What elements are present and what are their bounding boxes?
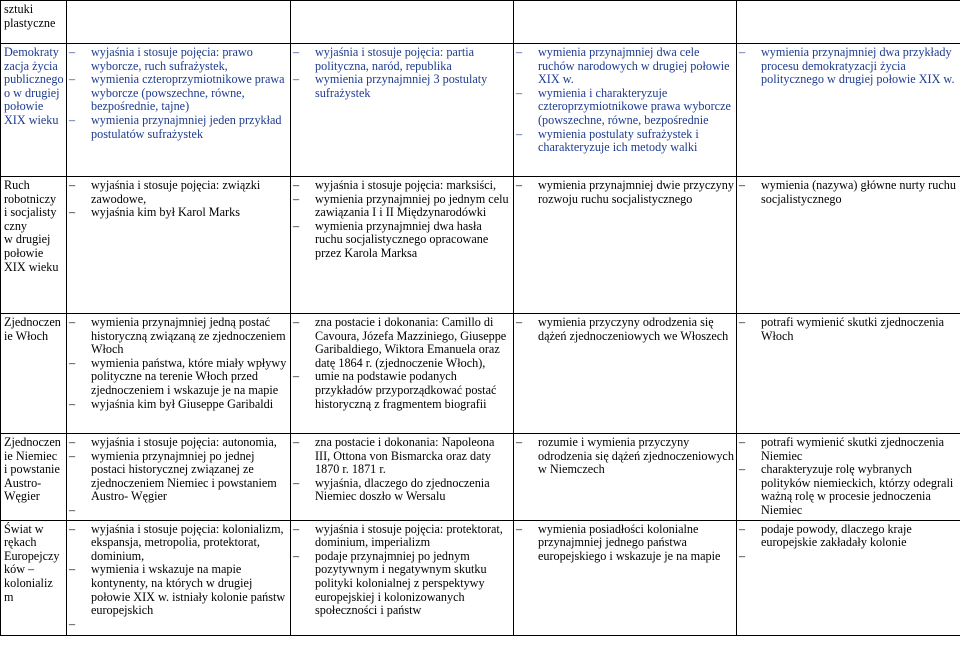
requirement-cell [291,434,514,521]
requirement-item [739,179,958,206]
topic-cell: Zjednoczen ie Niemiec i powstanie Austro- Węgier [1,434,67,521]
table-row [1,520,960,635]
requirement-text: umie na podstawie podanych przykładów przyporządkować postać historyczną z fragmentem biografii [315,369,497,411]
requirement-cell [514,434,737,521]
bullet-dash: – [69,178,76,192]
bullet-dash: – [739,178,746,192]
requirement-cell [514,177,737,314]
requirement-item [739,316,958,343]
table-row [1,434,960,521]
requirement-text: potrafi wymienić skutki zjednoczenia Włoch [761,315,945,343]
requirement-item [516,46,734,87]
requirement-text: wymienia przynajmniej jedną postać historyczną związaną ze zjednoczeniem Włoch [91,315,286,357]
requirement-item [293,220,511,261]
bullet-dash: – [293,369,300,384]
bullet-dash: – [516,178,523,192]
bullet-dash: – [69,616,76,631]
requirement-text: charakteryzuje rolę wybranych polityków niemieckich, którzy odegrali ważną rolę w procesie jednoczenia Niemiec [761,462,954,517]
bullet-dash: – [293,218,300,233]
requirement-cell [67,314,291,434]
requirement-text: wyjaśnia i stosuje pojęcia: protektorat, dominium, imperializm [315,521,503,550]
requirement-text: zna postacie i dokonania: Napoleona III, Ottona von Bismarcka oraz daty 1870 r. 1871 r. [315,435,495,477]
requirement-text: wyjaśnia i stosuje pojęcia: autonomia, [91,435,277,449]
requirement-text: wyjaśnia i stosuje pojęcia: kolonializm, ekspansja, metropolia, protektorat, dominium, [91,521,284,563]
requirement-item [69,523,288,564]
requirement-text: wyjaśnia i stosuje pojęcia: prawo wyborcze, ruch sufrażystek, [91,45,253,73]
bullet-dash: – [739,435,746,449]
bullet-dash: – [293,548,300,563]
bullet-dash: – [516,435,523,449]
requirement-item [69,563,288,617]
requirement-item [293,477,511,504]
bullet-dash: – [69,205,76,220]
requirement-text: wymienia przynajmniej dwa cele ruchów narodowych w drugiej połowie XIX w. [538,45,730,87]
requirement-item [293,193,511,220]
requirement-cell [737,314,960,434]
header-cell [737,1,960,44]
bullet-dash: – [293,45,300,59]
requirement-item [516,179,734,206]
bullet-dash: – [516,45,523,59]
bullet-dash: – [516,315,523,329]
requirement-item [69,206,288,220]
requirement-text: wymienia przynajmniej dwa hasła ruchu socjalistycznego opracowane przez Karola Marksa [315,218,489,260]
requirement-text: wyjaśnia i stosuje pojęcia: marksiści, [315,178,497,192]
requirement-item [739,463,958,517]
bullet-dash: – [69,45,76,59]
requirement-item [739,46,958,87]
requirement-item [516,87,734,128]
requirement-text: podaje powody, dlaczego kraje europejskie zakładały kolonie [761,521,912,550]
bullet-dash: – [739,315,746,329]
bullet-dash: – [293,521,300,536]
header-cell [514,1,737,44]
requirement-text: wymienia przyczyny odrodzenia się dążeń zjednoczeniowych we Włoszech [538,315,729,343]
table-row [1,314,960,434]
requirement-cell [67,44,291,177]
requirement-text: wymienia posiadłości kolonialne przynajmniej jednego państwa europejskiego i wskazuje je na mapie [538,521,721,563]
requirement-cell [291,314,514,434]
requirement-item [293,179,511,193]
bullet-dash: – [739,462,746,477]
requirement-text: wymienia przynajmniej po jednym celu zawiązania I i II Międzynarodówki [315,191,509,220]
requirement-item [516,523,734,564]
requirement-text: wymienia przynajmniej po jednej postaci historycznej związanej ze zjednoczeniem Niemiec i powstaniem Austro- Węgier [91,448,277,504]
requirement-cell [737,44,960,177]
requirement-item [69,357,288,398]
requirement-cell [67,434,291,521]
requirement-cell [67,177,291,314]
requirement-text: wymienia przynajmniej dwa przykłady procesu demokratyzacji życia politycznego w drugiej połowie XIX w. [761,45,955,87]
bullet-dash: – [293,72,300,87]
requirement-item [69,316,288,357]
bullet-dash: – [293,315,300,329]
table-row [1,177,960,314]
topic-cell: Świat w rękach Europejczy ków – kolonializ m [1,520,67,635]
requirement-item [69,618,288,632]
bullet-dash: – [739,45,746,59]
requirement-text: podaje przynajmniej po jednym pozytywnym i negatywnym skutku polityki kolonialnej z perspektywy europejskiej i kolonizowanych społeczności i państw [315,548,487,618]
requirement-item [69,504,288,518]
bullet-dash: – [739,521,746,536]
requirement-text: zna postacie i dokonania: Camillo di Cavoura, Józefa Mazziniego, Giuseppe Garibaldiego, Wiktora Emanuela oraz datę 1864 r. (zjednoczenie Włoch), [315,315,507,370]
requirement-item [293,550,511,618]
requirement-item [293,370,511,411]
requirement-item [69,114,288,141]
requirement-item [293,523,511,550]
requirement-item [293,436,511,477]
requirement-text: wymienia przynajmniej dwie przyczyny rozwoju ruchu socjalistycznego [538,178,734,206]
requirement-item [69,179,288,206]
bullet-dash: – [293,475,300,490]
bullet-dash: – [69,315,76,329]
topic-cell: Ruch robotniczy i socjalisty czny w drugiej połowie XIX wieku [1,177,67,314]
requirement-item [293,316,511,370]
bullet-dash: – [69,112,76,127]
header-cell [67,1,291,44]
requirement-text: wyjaśnia i stosuje pojęcia: partia polityczna, naród, republika [315,45,475,73]
bullet-dash: – [69,448,76,463]
bullet-dash: – [69,72,76,87]
requirement-text: wymienia państwa, które miały wpływy polityczne na terenie Włoch przed zjednoczeniem i wskazuje je na mapie [91,355,287,397]
requirement-text: wymienia czteroprzymiotnikowe prawa wyborcze (powszechne, równe, bezpośrednie, tajne) [91,72,285,114]
requirement-item [516,316,734,343]
requirement-cell [514,520,737,635]
requirement-cell [514,314,737,434]
requirement-text: wymienia przynajmniej jeden przykład postulatów sufrażystek [91,112,282,141]
header-topic-cell: sztuki plastyczne [1,1,67,44]
bullet-dash: – [293,178,300,192]
table-body [1,44,960,636]
requirement-item [516,436,734,477]
requirement-text: rozumie i wymienia przyczyny odrodzenia się dążeń zjednoczeniowych w Niemczech [538,435,734,477]
requirement-item [739,550,958,564]
topic-cell: Zjednoczen ie Włoch [1,314,67,434]
bullet-dash: – [69,355,76,370]
requirement-item [69,398,288,412]
requirement-text: wyjaśnia kim był Giuseppe Garibaldi [91,396,274,411]
bullet-dash: – [516,85,523,100]
requirement-cell [291,520,514,635]
requirement-text: wyjaśnia i stosuje pojęcia: związki zawodowe, [91,178,261,206]
requirement-cell [737,520,960,635]
bullet-dash: – [69,521,76,536]
bullet-dash: – [69,502,76,517]
bullet-dash: – [516,521,523,536]
requirement-cell [737,177,960,314]
requirement-cell [514,44,737,177]
bullet-dash: – [516,126,523,141]
bullet-dash: – [739,548,746,563]
requirement-item [293,46,511,73]
bullet-dash: – [293,435,300,449]
header-row [1,1,960,44]
requirement-text: wyjaśnia, dlaczego do zjednoczenia Niemiec doszło w Wersalu [315,475,490,504]
topic-cell: Demokraty zacja życia publicznego o w drugiej połowie XIX wieku [1,44,67,177]
table-row [1,44,960,177]
requirement-text: wymienia i wskazuje na mapie kontynenty, na których w drugiej połowie XIX w. istniały kolonie państw europejskich [91,562,286,618]
requirement-text: potrafi wymienić skutki zjednoczenia Niemiec [761,435,945,463]
requirement-cell [291,44,514,177]
requirement-item [739,436,958,463]
bullet-dash: – [69,435,76,449]
requirement-item [69,450,288,504]
requirement-cell [737,434,960,521]
bullet-dash: – [69,396,76,411]
requirement-item [69,46,288,73]
requirement-text: wymienia postulaty sufrażystek i charakteryzuje ich metody walki [538,126,699,155]
requirement-text: wymienia przynajmniej 3 postulaty sufrażystek [315,72,488,100]
requirement-item [69,436,288,450]
requirement-text: wymienia i charakteryzuje czteroprzymiotnikowe prawa wyborcze (powszechne, równe, bezpośrednie [538,85,731,127]
requirement-cell [67,520,291,635]
requirement-item [739,523,958,550]
bullet-dash: – [293,191,300,206]
requirement-text: wyjaśnia kim był Karol Marks [91,205,240,220]
requirement-item [69,73,288,114]
requirement-text: wymienia (nazywa) główne nurty ruchu socjalistycznego [761,178,956,206]
bullet-dash: – [69,562,76,577]
header-cell [291,1,514,44]
requirement-item [293,73,511,100]
requirement-cell [291,177,514,314]
requirement-item [516,128,734,155]
